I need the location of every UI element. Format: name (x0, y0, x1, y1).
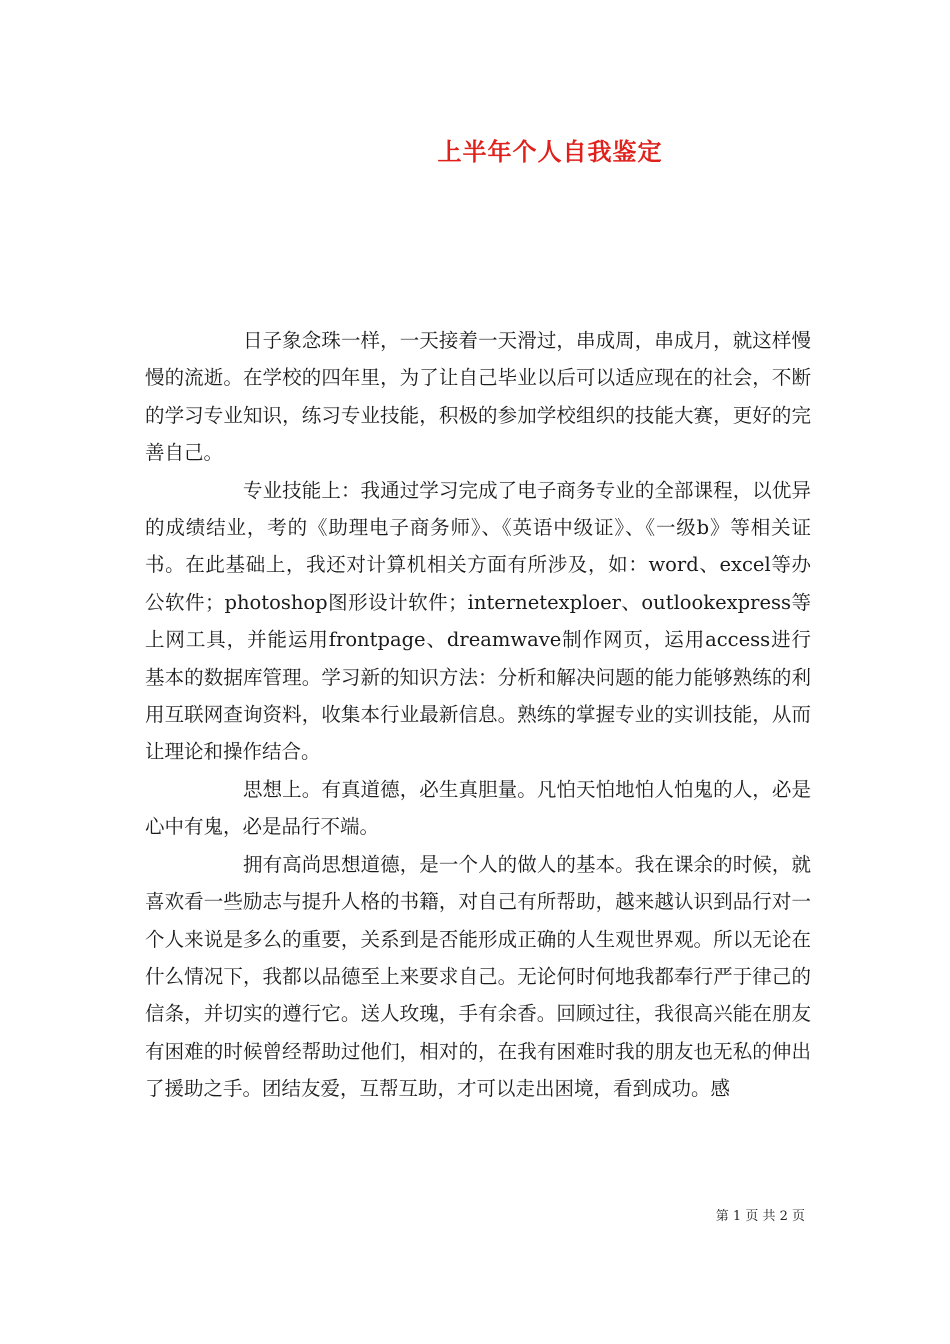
paragraph: 拥有高尚思想道德，是一个人的做人的基本。我在课余的时候，就喜欢看一些励志与提升人格的书籍，对自己有所帮助，越来越认识到品行对一个人来说是多么的重要，关系到是否能形成正确的人生观世界观。所以无论在什么情况下，我都以品德至上来要求自己。无论何时何地我都奉行严于律己的信条，并切实的遵行它。送人玫瑰，手有余香。回顾过往，我很高兴能在朋友有困难的时候曾经帮助过他们，相对的，在我有困难时我的朋友也无私的伸出了援助之手。团结友爱，互帮互助，才可以走出困境，看到成功。感 (145, 852, 811, 1101)
paragraph: 专业技能上：我通过学习完成了电子商务专业的全部课程，以优异的成绩结业，考的《助理电子商务师》、《英语中级证》、《一级b》等相关证书。在此基础上，我还对计算机相关方面有所涉及，如：word、excel等办公软件；photoshop图形设计软件；internetexploer、outlookexpress等上网工具，并能运用frontpage、dreamwave制作网页，运用access进行基本的数据库管理。学习新的知识方法：分析和解决问题的能力能够熟练的利用互联网查询资料，收集本行业最新信息。熟练的掌握专业的实训技能，从而让理论和操作结合。 (145, 478, 811, 764)
page-number-footer: 第 1 页 共 2 页 (715, 1209, 805, 1224)
document-title: 上半年个人自我鉴定 (437, 137, 663, 166)
paragraph: 日子象念珠一样，一天接着一天滑过，串成周，串成月，就这样慢慢的流逝。在学校的四年里，为了让自己毕业以后可以适应现在的社会，不断的学习专业知识，练习专业技能，积极的参加学校组织的技能大赛，更好的完善自己。 (145, 329, 811, 465)
document-body (145, 322, 811, 1108)
paragraph: 思想上。有真道德，必生真胆量。凡怕天怕地怕人怕鬼的人，必是心中有鬼，必是品行不端。 (145, 777, 811, 839)
